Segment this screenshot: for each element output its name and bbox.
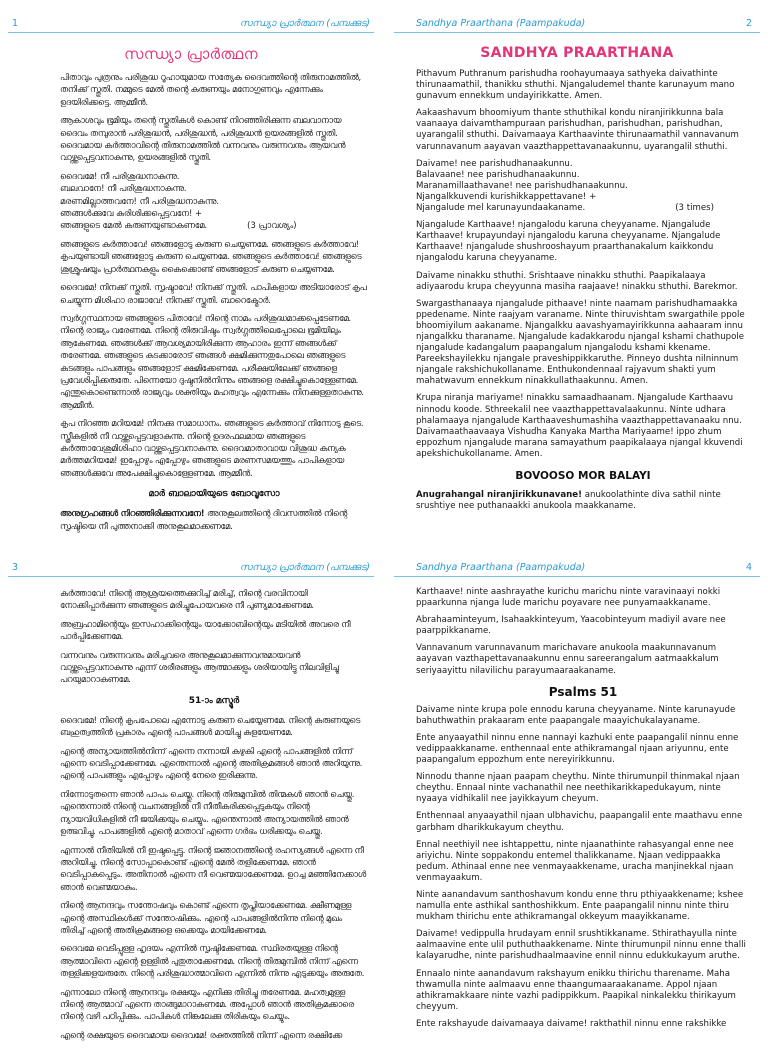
paragraph: ദൈവമേ വെടിപ്പുള്ള ഹൃദയം എന്നിൽ സൃഷ്ടിക്കേണമേ. സ്ഥിരതയുള്ള നിന്റെ ആത്മാവിനെ എന്റെ ഉള്ളിൽ പുതുതാക്കേണമേ. നിന്റെ തിരുമുമ്പിൽ നിന്ന് എന്നെ തള്ളിക്കളയരുതേ. നിന്റെ പരിശുദ്ധാത്മാവിനെ എന്നിൽ നിന്നു എടുക്കയും അരുതേ.: [60, 943, 365, 979]
page-content: [394, 587, 760, 1030]
page-4: [394, 562, 760, 1062]
running-title: സന്ധ്യാ പ്രാർത്ഥന (പമ്പക്കുട): [239, 562, 370, 573]
bold-lead: Anugrahangal niranjirikkunavane!: [416, 490, 583, 500]
paragraph: ഞങ്ങളുടെ കർത്താവേ! ഞങ്ങളോടു കരുണ ചെയ്യണമേ. ഞങ്ങളുടെ കർത്താവേ! കൃപയുണ്ടായി ഞങ്ങളോടു കരുണ ചെയ്യണമേ. ഞങ്ങളുടെ കർത്താവേ! ഞങ്ങളുടെ ശുശ്രൂഷയും പ്രാർത്ഥനകളും കൈക്കൊണ്ട് ഞങ്ങളോട് കരുണ ചെയ്യണമേ.: [60, 238, 362, 274]
page-1: [8, 18, 374, 531]
repeat-note: (3 times): [675, 203, 714, 214]
paragraph: എന്റെ അന്യായത്തിൽനിന്ന് എന്നെ നന്നായി കഴുകി എന്റെ പാപങ്ങളിൽ നിന്ന് എന്നെ വെടിപ്പാക്കേണമേ. എന്തെന്നാൽ എന്റെ അതിക്രമങ്ങൾ ഞാൻ അറിയുന്നു. എന്റെ പാപങ്ങളും എപ്പോഴും എന്റെ നേരെ ഇരിക്കുന്നു.: [60, 745, 363, 781]
running-title: Sandhya Praarthana (Paampakuda): [416, 562, 586, 573]
paragraph: Vannavanum varunnavanum marichavare anukoola maakunnavanum aayavan vazthapettavanaakunnu ennu sareerangalum aatmaakkalum seriyaayittu nilavilichu parayumaaraakaname.: [416, 643, 719, 676]
section-heading: BOVOOSO MOR BALAYI: [515, 470, 651, 482]
page-number: 2: [745, 18, 752, 29]
refrain-line: Balavaane! nee parishudhanaakunnu.: [416, 169, 580, 180]
paragraph: Swargasthanaaya njangalude pithaave! ninte naamam parishudhamaakka ppedename. Ninte raajyam varaname. Ninte thiruvishtam swargathile ppole bhoomiyilum aakaname. Njangalkku aavashyamayirikkunna aahaaram innu njangalkku tharaname. Njangalude kadakkarodu njangal kshami chathupole njangalude kadangalum paapangalum njangalodu kshami kkename. Pareekshayilekku njangale praveshippikkaruthe. Pinneyo dushta nilninnum njangale rakshichukollaname. Enthukondennaal rajyavum shakti yum mahatwavum ennekkum ninakkullathaakunnu. Amen.: [416, 298, 745, 387]
paragraph: Enthennaal anyaayathil njaan ulbhavichu, paapangalil ente maathavu enne garbham dharikkukayum cheythu.: [416, 811, 743, 833]
paragraph: Karthaave! ninte aashrayathe kurichu marichu ninte varavinaayi nokki ppaarkunna njanga lude marichu poyavare nee punyamaakkaname.: [416, 587, 721, 609]
page-header: [394, 562, 760, 577]
paragraph: Ente anyaayathil ninnu enne nannayi kazhuki ente paapangalil ninnu enne vedippaakkaname. enthennaal ente athikramangal njaan ariyunnu, ente paapangalum eppozhum ente nereyirikkunnu.: [416, 732, 739, 766]
refrain: [416, 159, 750, 214]
paragraph: Ninte aanandavum santhoshavum kondu enne thru pthiyaakkename; kshee namulla ente asthikal santhoshikkum. Ente paapangalil ninnu ninte thiru mukham thirichu ente athikramangal okkeyum maayikkaname.: [416, 889, 744, 923]
refrain: [60, 170, 368, 232]
page-number: 3: [12, 562, 19, 573]
refrain-line: ഞങ്ങളുടെ മേൽ കരുണയുണ്ടാകണമേ.: [60, 220, 208, 231]
running-title: Sandhya Praarthana (Paampakuda): [416, 18, 586, 29]
section-heading: 51-ാം മസ്മൂർ: [188, 695, 240, 706]
paragraph: എന്നാൽ നീതിയിൽ നീ ഇഷ്ടപ്പെട്ടു. നിന്റെ ജ്ഞാനത്തിന്റെ രഹസ്യങ്ങൾ എന്നെ നീ അറിയിച്ചു. നിന്റെ സോപ്പാകൊണ്ട് എന്റെ മേൽ തളിക്കേണമേ. ഞാൻ വെടിപ്പാകപ്പെടും. അതിനാൽ എന്നെ നീ വെണ്മയാക്കേണമേ. ഉറച്ച മഞ്ഞിനേക്കാൾ ഞാൻ വെണ്മയാകും.: [60, 844, 366, 892]
paragraph: കർത്താവേ! നിന്റെ ആശ്രയത്തെക്കുറിച്ച് മരിച്ച്, നിന്റെ വരവിനായി നോക്കിപ്പാർക്കുന്ന ഞങ്ങളുടെ മരിച്ചുപോയവരെ നീ പുണ്യമാക്കേണമേ.: [60, 588, 314, 611]
paragraph: Abrahaaminteyum, Isahaakkinteyum, Yaacobinteyum madiyil avare nee paarppikkaname.: [416, 615, 726, 637]
page-header: [8, 562, 374, 577]
paragraph-rest: അനുകൂലത്തിന്റെ ദിവസത്തിൽ നിന്റെ സൃഷ്ടിയെ നീ പുത്തനാക്കി അനുകൂലമാക്കണമേ.: [60, 508, 348, 531]
prayer-title: സന്ധ്യാ പ്രാർത്ഥന: [124, 45, 258, 63]
paragraph: Aakaashavum bhoomiyum thante sthuthikal kondu niranjirikkunna bala vaanaaya daivamthampuraan parishudhan, parishudhan, parishudhan, uyarangalil sthuthi. Daivamaaya Karthaavinte thirunaamathil vannavanum varunnavanum aayavan vaazthappettavanaakunnu, uyarangalil sthuthi.: [416, 108, 739, 152]
paragraph: വന്നവനും വരുന്നവനും മരിച്ചവരെ അനുകൂലമാക്കുന്നവനുമായവൻ വാഴ്ത്തപ്പെട്ടവനാകുന്നു എന്ന് ശരീരങ്ങളും ആത്മാക്കളും ശരിയായിട്ടു നിലവിളിച്ചു പറയുമാറാകണമേ.: [60, 649, 339, 685]
paragraph: Ninnodu thanne njaan paapam cheythu. Ninte thirumunpil thinmakal njaan cheythu. Ennaal ninte vachanathil nee neethikarikkapedukayum, ninte nyaaya vidhikalil nee jayikkayum cheyum.: [416, 772, 740, 805]
refrain-line: Daivame! nee parishudhanaakunnu.: [416, 158, 573, 169]
page-content: [8, 71, 374, 532]
section-heading: Psalms 51: [548, 684, 618, 699]
paragraph: ആകാശവും ഭൂമിയും തന്റെ സ്തുതികൾ കൊണ്ട് നിറഞ്ഞിരിക്കുന്ന ബലവാനായ ദൈവം തമ്പുരാൻ പരിശുദ്ധൻ, പരിശുദ്ധൻ, പരിശുദ്ധൻ ഉയരങ്ങളിൽ സ്തുതി. ദൈവമായ കർത്താവിന്റെ തിരുനാമത്തിൽ വന്നവനും വരുന്നവനും ആയവൻ വാഴ്ത്തപ്പെട്ടവനാകുന്നു, ഉയരങ്ങളിൽ സ്തുതി.: [60, 115, 346, 163]
refrain-line: ബലവാനേ! നീ പരിശുദ്ധനാകുന്നു.: [60, 183, 187, 194]
refrain-line: Njangalkkuvendi kurishikkappettavane! +: [416, 191, 597, 202]
paragraph: നിന്നോടുതന്നെ ഞാൻ പാപം ചെയ്തു. നിന്റെ തിരുമുമ്പിൽ തിന്മകൾ ഞാൻ ചെയ്തു. എന്തെന്നാൽ നിന്റെ വചനങ്ങളിൽ നീ നീതീകരിക്കപ്പെടുകയും നിന്റെ ന്യായവിധികളിൽ നീ ജയിക്കയും ചെയ്യും. എന്തെന്നാൽ അന്യായത്തിൽ ഞാൻ ഉത്ഭവിച്ചു. പാപങ്ങളിൽ എന്റെ മാതാവ് എന്നെ ഗർഭം ധരിക്കയും ചെയ്തു.: [60, 788, 355, 837]
refrain-line: ഞങ്ങൾക്കുവേ കുരിശിക്കപ്പെട്ടവനേ! +: [60, 208, 202, 219]
paragraph: Pithavum Puthranum parishudha roohayumaaya sathyeka daivathinte thirunaamathil, thanikku sthuthi. Njangaludemel thante karunayum mano gunavum ennekkum undayirikkatte. Amen.: [416, 69, 735, 102]
paragraph: [60, 507, 368, 532]
page-number: 1: [12, 18, 19, 29]
refrain-line: Maranamillaathavane! nee parishudhanaakunnu.: [416, 180, 628, 191]
paragraph-rest: anukoolathinte diva sathil ninte srushtiye nee puthanaakki anukoola maakkaname.: [416, 490, 721, 512]
paragraph: Krupa niranja mariyame! ninakku samaadhaanam. Njangalude Karthaavu ninnodu koode. Sthreekalil nee vaazthappettavalaakunnu. Ninte udhara phalamaaya njangalude Karthaaveshumashiha vaazthappettavanaaku nnu. Daivamaathaavaaya Vishudha Kanyaka Martha Mariyaame! ippo zhum eppozhum njangalude marana samayathum paapikalaaya njangal kkuvendi apekshichukollaname. Amen.: [416, 393, 743, 459]
paragraph: Ennaalo ninte aanandavum rakshayum enikku thirichu tharename. Maha thwamulla ninte aalmaavu enne thaangumaaraakaname. Appol njaan athikramakkaare ninte vazhi padippikkum. Paapikal ninkalekku thirikayum cheyyum.: [416, 968, 736, 1012]
paragraph: Njangalude Karthaave! njangalodu karuna cheyyaname. Njangalude Karthaave! krupayundayi njangalodu karuna cheyyaname. Njangalude Karthaave! njangalude shushrooshayum praarthanakalum kaikkondu njangalodu karuna cheyyaname.: [416, 220, 721, 264]
paragraph: എന്റെ രക്ഷയുടെ ദൈവമായ ദൈവമേ! രക്തത്തിൽ നിന്ന് എന്നെ രക്ഷിക്കേ: [60, 1029, 342, 1040]
paragraph: Daivame ninte krupa pole ennodu karuna cheyyaname. Ninte karunayude bahuthwathin prakaaram ente paapangale maayichukalayaname.: [416, 704, 736, 726]
refrain-line: ദൈവമേ! നീ പരിശുദ്ധനാകുന്നു.: [60, 170, 180, 181]
refrain-line: മരണമില്ലാത്തവനേ! നീ പരിശുദ്ധനാകുന്നു.: [60, 195, 219, 206]
bold-lead: അനുഗ്രഹങ്ങൾ നിറഞ്ഞിരിക്കുന്നവനേ!: [60, 508, 205, 519]
paragraph: Ente rakshayude daivamaaya daivame! rakthathil ninnu enne rakshikke: [416, 1018, 727, 1029]
paragraph: Daivame! vedippulla hrudayam ennil srushtikkaname. Sthirathayulla ninte aalmaavine ente ulil puthuthaakkename. Ninte thirumunpil ninnu enne thalli kalayarudhe, ninte parishudhaalmaavine ennil ninnu edukkukayum aruthe.: [416, 929, 746, 962]
paragraph: സ്വർഗ്ഗസ്ഥനായ ഞങ്ങളുടെ പിതാവേ! നിന്റെ നാമം പരിശുദ്ധമാക്കപ്പെടേണമേ. നിന്റെ രാജ്യം വരേണമേ. നിന്റെ തിരുവിഷ്ടം സ്വർഗ്ഗത്തിലെപ്പോലെ ഭൂമിയിലും ആകേണമേ. ഞങ്ങൾക്ക് ആവശ്യമായിരിക്കുന്ന ആഹാരം ഇന്ന് ഞങ്ങൾക്ക് തരേണമേ. ഞങ്ങളുടെ കടക്കാരോട് ഞങ്ങൾ ക്ഷമിക്കുന്നതുപോലെ ഞങ്ങളുടെ കടങ്ങളും പാപങ്ങളും ഞങ്ങളോട് ക്ഷമിക്കേണമേ. പരീക്ഷയിലേക്ക് ഞങ്ങളെ പ്രവേശിപ്പിക്കരുതേ. പിന്നെയോ ദുഷ്ടനിൽനിന്നും ഞങ്ങളെ രക്ഷിച്ചുകൊള്ളേണമേ. എന്തുകൊണ്ടെന്നാൽ രാജ്യവും ശക്തിയും മഹത്വവും എന്നേക്കും നിനക്കുള്ളതാകുന്നു. ആമ്മീൻ.: [60, 312, 364, 410]
paragraph: അബ്രഹാമിന്റെയും ഇസഹാക്കിന്റെയും യാക്കോബിന്റെയും മടിയിൽ അവരെ നീ പാർപ്പിക്കേണമേ.: [60, 618, 351, 642]
paragraph: പിതാവും പുത്രനും പരിശുദ്ധ റൂഹായുമായ സത്യേക ദൈവത്തിന്റെ തിരുനാമത്തിൽ, തനിക്ക് സ്തുതി. നമ്മുടെ മേൽ തന്റെ കരുണയും മനോഗുണവും എന്നേക്കും ഉദയിരിക്കട്ടെ. ആമ്മീൻ.: [60, 72, 362, 107]
repeat-note: (3 പ്രാവശ്യം): [247, 220, 297, 231]
paragraph: എന്നാലോ നിന്റെ ആനന്ദവും രക്ഷയും എനിക്കു തിരിച്ചു തരേണമേ. മഹത്വമുള്ള നിന്റെ ആത്മാവ് എന്നെ താങ്ങുമാറാകണമേ. അപ്പോൾ ഞാൻ അതിക്രമക്കാരെ നിന്റെ വഴി പഠിപ്പിക്കും. പാപികൾ നിങ്കലേക്കു തിരികയും ചെയ്യും.: [60, 986, 354, 1022]
page-header: [8, 18, 374, 33]
paragraph: [416, 490, 750, 512]
prayer-title: SANDHYA PRAARTHANA: [480, 45, 674, 61]
page-header: [394, 18, 760, 33]
paragraph: Daivame ninakku sthuthi. Srishtaave ninakku sthuthi. Paapikalaaya adiyaarodu krupa cheyyunna masiha raajaave! ninakku sthuthi. Barekmor.: [416, 270, 738, 292]
paragraph: കൃപ നിറഞ്ഞ മറിയമേ! നിനക്കു സമാധാനം. ഞങ്ങളുടെ കർത്താവ് നിന്നോടു കൂടെ. സ്ത്രീകളിൽ നീ വാഴ്ത്തപ്പെട്ടവളാകുന്നു. നിന്റെ ഉദരഫലമായ ഞങ്ങളുടെ കർത്താവേശുമിശിഹാ വാഴ്ത്തപ്പെട്ടവനാകുന്നു. ദൈവമാതാവായ വിശുദ്ധ കന്യക മർത്തമറിയമേ! ഇപ്പോഴും എപ്പോഴും ഞങ്ങളുടെ മരണസമയത്തും പാപികളായ ഞങ്ങൾക്കുവേ അപേക്ഷിച്ചുകൊള്ളേണമേ. ആമ്മീൻ.: [60, 418, 364, 478]
paragraph: ദൈവമേ! നിനക്ക് സ്തുതി. സൃഷ്ടാവേ! നിനക്ക് സ്തുതി. പാപികളായ അടിയാരോട് കൃപ ചെയ്യുന്ന മിശിഹാ രാജാവേ! നിനക്ക് സ്തുതി. ബാറെക്മോർ.: [60, 282, 367, 305]
paragraph: നിന്റെ ആനന്ദവും സന്തോഷവും കൊണ്ട് എന്നെ തൃപ്തിയാക്കേണമേ. ക്ഷീണമുള്ള എന്റെ അസ്ഥികൾക്ക് സന്തോഷിക്കും. എന്റെ പാപങ്ങളിൽനിന്നു നിന്റെ മുഖം തിരിച്ച് എന്റെ അതിക്രമങ്ങളെ ഒക്കെയും മായിക്കേണമേ.: [60, 900, 352, 935]
paragraph: Ennal neethiyil nee ishtappettu, ninte njaanathinte rahasyangal enne nee ariyichu. Ninte soppakondu entemel thalikkaname. Njaan vedippaakka pedum. Athinaal enne nee venmayaakkename, uracha manjinekkal njaan venmayaakum.: [416, 839, 734, 883]
page-2: [394, 18, 760, 518]
page-content: [394, 69, 760, 512]
refrain-line: Njangalude mel karunayundaakaname.: [416, 203, 586, 214]
section-heading: മാർ ബാലായിയുടെ ബോവൂസോ: [148, 489, 280, 500]
running-title: സന്ധ്യാ പ്രാർത്ഥന (പമ്പക്കുട): [239, 18, 370, 29]
paragraph: ദൈവമേ! നിന്റെ കൃപപോലെ എന്നോടു കരുണ ചെയ്യേണമേ. നിന്റെ കരുണയുടെ ബഹുത്വത്തിൻ പ്രകാരം എന്റെ പാപങ്ങൾ മായിച്ചു കളയേണമേ.: [60, 714, 361, 738]
page-3: [8, 562, 374, 1062]
page-number: 4: [745, 562, 752, 573]
page-content: [8, 587, 374, 1041]
